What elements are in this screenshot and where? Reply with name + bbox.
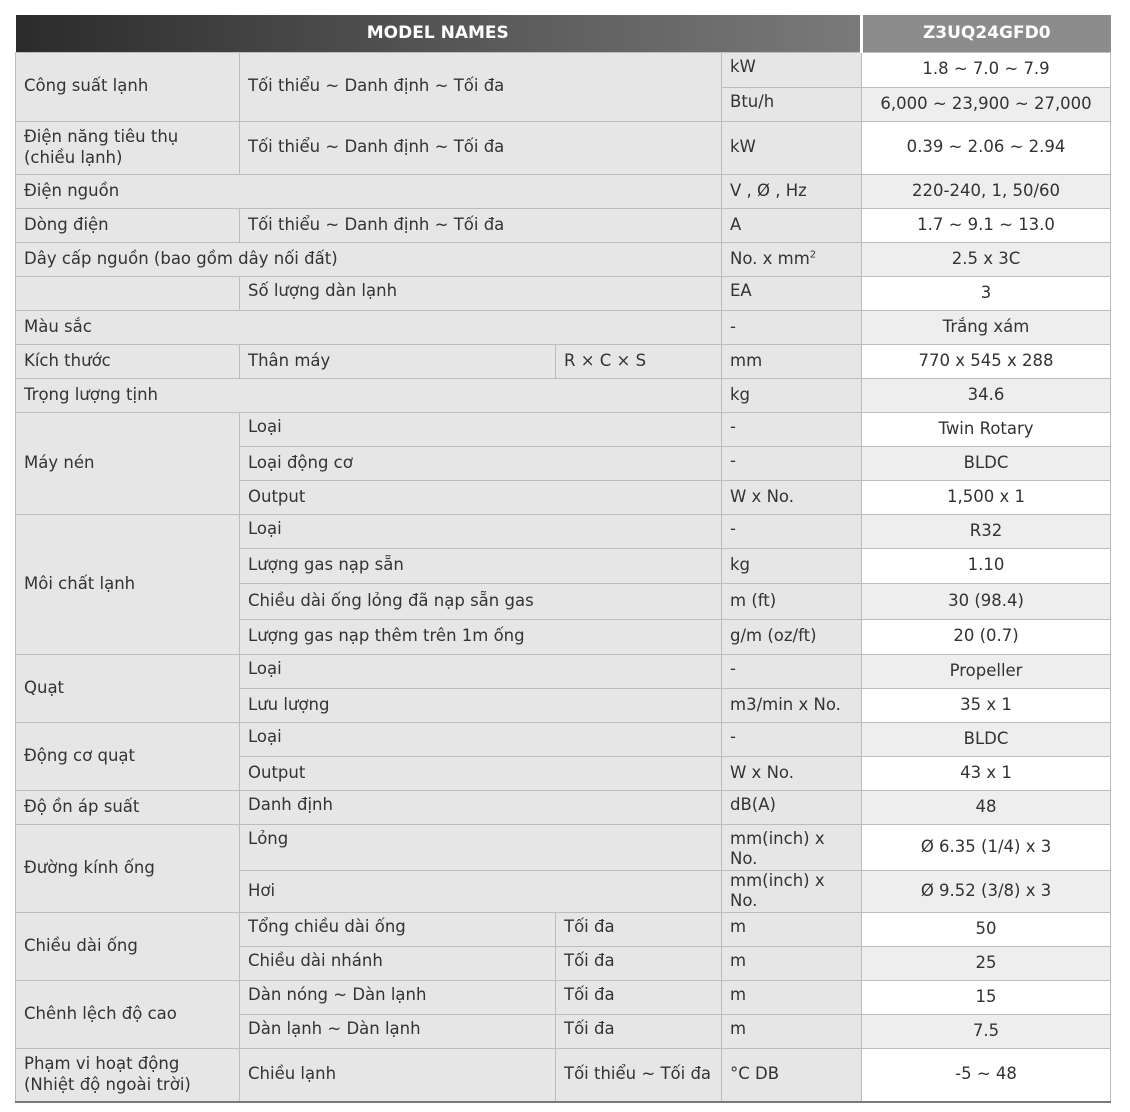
unit-cell: m <box>722 1015 862 1049</box>
row-label: Dây cấp nguồn (bao gồm dây nối đất) <box>16 242 722 276</box>
value-cell: 35 x 1 <box>862 688 1111 722</box>
value-cell: 6,000 ~ 23,900 ~ 27,000 <box>862 87 1111 121</box>
value-cell: 20 (0.7) <box>862 619 1111 654</box>
unit-cell: m <box>722 981 862 1015</box>
row-sublabel: Tối thiểu ~ Danh định ~ Tối đa <box>240 52 722 121</box>
table-row <box>16 310 1111 344</box>
table-row <box>16 654 1111 688</box>
value-cell: Propeller <box>862 654 1111 688</box>
row-sublabel: Chiều dài ống lỏng đã nạp sẵn gas <box>240 583 722 619</box>
value-cell: 1.7 ~ 9.1 ~ 13.0 <box>862 208 1111 242</box>
unit-superscript: 2 <box>809 249 817 261</box>
table-row <box>16 722 1111 756</box>
table-row <box>16 824 1111 870</box>
unit-cell: m3/min x No. <box>722 688 862 722</box>
unit-cell: m <box>722 913 862 947</box>
unit-cell: EA <box>722 276 862 310</box>
row-label: Chiều dài ống <box>16 913 240 981</box>
row-label: Trọng lượng tịnh <box>16 378 722 412</box>
table-row <box>16 344 1111 378</box>
unit-cell: mm(inch) x No. <box>722 870 862 912</box>
table-row <box>16 276 1111 310</box>
row-sublabel: Danh định <box>240 790 722 824</box>
row-sublabel: Loại <box>240 412 722 446</box>
row-sublabel: Chiều lạnh <box>240 1049 556 1102</box>
row-sublabel-2: Tối đa <box>556 947 722 981</box>
table-row <box>16 208 1111 242</box>
unit-cell: °C DB <box>722 1049 862 1102</box>
unit-cell: - <box>722 514 862 548</box>
row-sublabel-2: Tối thiểu ~ Tối đa <box>556 1049 722 1102</box>
unit-cell: dB(A) <box>722 790 862 824</box>
table-row <box>16 981 1111 1015</box>
row-label: Môi chất lạnh <box>16 514 240 654</box>
row-sublabel: Output <box>240 756 722 790</box>
row-sublabel: Dàn lạnh ~ Dàn lạnh <box>240 1015 556 1049</box>
table-row <box>16 412 1111 446</box>
row-label: Dòng điện <box>16 208 240 242</box>
table-row <box>16 121 1111 174</box>
unit-cell: g/m (oz/ft) <box>722 619 862 654</box>
table-row <box>16 913 1111 947</box>
row-sublabel-2: Tối đa <box>556 1015 722 1049</box>
header-row <box>16 15 1111 52</box>
row-sublabel-2: Tối đa <box>556 981 722 1015</box>
unit-cell <box>722 242 862 276</box>
unit-cell: - <box>722 654 862 688</box>
row-sublabel: Lỏng <box>240 824 722 870</box>
unit-cell: kg <box>722 378 862 412</box>
spec-table <box>15 15 1111 1103</box>
row-label: Quạt <box>16 654 240 722</box>
unit-cell: Btu/h <box>722 87 862 121</box>
value-cell: 1,500 x 1 <box>862 480 1111 514</box>
unit-cell: - <box>722 310 862 344</box>
value-cell: R32 <box>862 514 1111 548</box>
unit-cell: V , Ø , Hz <box>722 174 862 208</box>
row-label: Động cơ quạt <box>16 722 240 790</box>
value-cell: Ø 9.52 (3/8) x 3 <box>862 870 1111 912</box>
unit-cell: - <box>722 446 862 480</box>
row-label: Máy nén <box>16 412 240 514</box>
row-sublabel: Loại <box>240 722 722 756</box>
unit-text: No. x mm <box>730 248 810 268</box>
value-cell: 7.5 <box>862 1015 1111 1049</box>
row-sublabel: Tổng chiều dài ống <box>240 913 556 947</box>
row-sublabel: Thân máy <box>240 344 556 378</box>
value-cell: 2.5 x 3C <box>862 242 1111 276</box>
unit-cell: mm(inch) x No. <box>722 824 862 870</box>
table-row <box>16 514 1111 548</box>
value-cell: 25 <box>862 947 1111 981</box>
unit-cell: kg <box>722 548 862 583</box>
row-sublabel-2: R × C × S <box>556 344 722 378</box>
unit-cell: W x No. <box>722 480 862 514</box>
value-cell: BLDC <box>862 446 1111 480</box>
row-sublabel: Số lượng dàn lạnh <box>240 276 722 310</box>
row-label: Kích thước <box>16 344 240 378</box>
value-cell: BLDC <box>862 722 1111 756</box>
row-sublabel: Lưu lượng <box>240 688 722 722</box>
value-cell: Twin Rotary <box>862 412 1111 446</box>
value-cell: 220-240, 1, 50/60 <box>862 174 1111 208</box>
table-row <box>16 790 1111 824</box>
row-label: Phạm vi hoạt động (Nhiệt độ ngoài trời) <box>16 1049 240 1102</box>
value-cell: Ø 6.35 (1/4) x 3 <box>862 824 1111 870</box>
table-row <box>16 242 1111 276</box>
unit-cell: kW <box>722 52 862 87</box>
value-cell: 3 <box>862 276 1111 310</box>
row-sublabel: Loại <box>240 514 722 548</box>
row-sublabel: Chiều dài nhánh <box>240 947 556 981</box>
unit-cell: kW <box>722 121 862 174</box>
unit-cell: m (ft) <box>722 583 862 619</box>
unit-cell: - <box>722 412 862 446</box>
table-row <box>16 174 1111 208</box>
row-sublabel: Lượng gas nạp thêm trên 1m ống <box>240 619 722 654</box>
row-label: Đường kính ống <box>16 824 240 913</box>
unit-cell: - <box>722 722 862 756</box>
value-cell: 1.8 ~ 7.0 ~ 7.9 <box>862 52 1111 87</box>
value-cell: 15 <box>862 981 1111 1015</box>
value-cell: 1.10 <box>862 548 1111 583</box>
row-label: Công suất lạnh <box>16 52 240 121</box>
table-row <box>16 378 1111 412</box>
value-cell: 43 x 1 <box>862 756 1111 790</box>
value-cell: Trắng xám <box>862 310 1111 344</box>
row-sublabel: Loại <box>240 654 722 688</box>
row-sublabel: Output <box>240 480 722 514</box>
row-label: Chênh lệch độ cao <box>16 981 240 1049</box>
value-cell: 50 <box>862 913 1111 947</box>
unit-cell: mm <box>722 344 862 378</box>
row-label <box>16 276 240 310</box>
row-label: Điện nguồn <box>16 174 722 208</box>
value-cell: 30 (98.4) <box>862 583 1111 619</box>
row-label: Màu sắc <box>16 310 722 344</box>
row-sublabel-2: Tối đa <box>556 913 722 947</box>
value-cell: 34.6 <box>862 378 1111 412</box>
table-row <box>16 1049 1111 1102</box>
table-row <box>16 52 1111 87</box>
value-cell: 48 <box>862 790 1111 824</box>
row-sublabel: Loại động cơ <box>240 446 722 480</box>
row-sublabel: Lượng gas nạp sẵn <box>240 548 722 583</box>
row-sublabel: Dàn nóng ~ Dàn lạnh <box>240 981 556 1015</box>
value-cell: -5 ~ 48 <box>862 1049 1111 1102</box>
unit-cell: A <box>722 208 862 242</box>
value-cell: 0.39 ~ 2.06 ~ 2.94 <box>862 121 1111 174</box>
row-sublabel: Tối thiểu ~ Danh định ~ Tối đa <box>240 208 722 242</box>
model-names-header: MODEL NAMES <box>16 15 862 52</box>
value-cell: 770 x 545 x 288 <box>862 344 1111 378</box>
unit-cell: m <box>722 947 862 981</box>
row-sublabel: Tối thiểu ~ Danh định ~ Tối đa <box>240 121 722 174</box>
row-label: Độ ồn áp suất <box>16 790 240 824</box>
unit-cell: W x No. <box>722 756 862 790</box>
model-number-header: Z3UQ24GFD0 <box>862 15 1111 52</box>
row-label: Điện năng tiêu thụ (chiều lạnh) <box>16 121 240 174</box>
row-sublabel: Hơi <box>240 870 722 912</box>
